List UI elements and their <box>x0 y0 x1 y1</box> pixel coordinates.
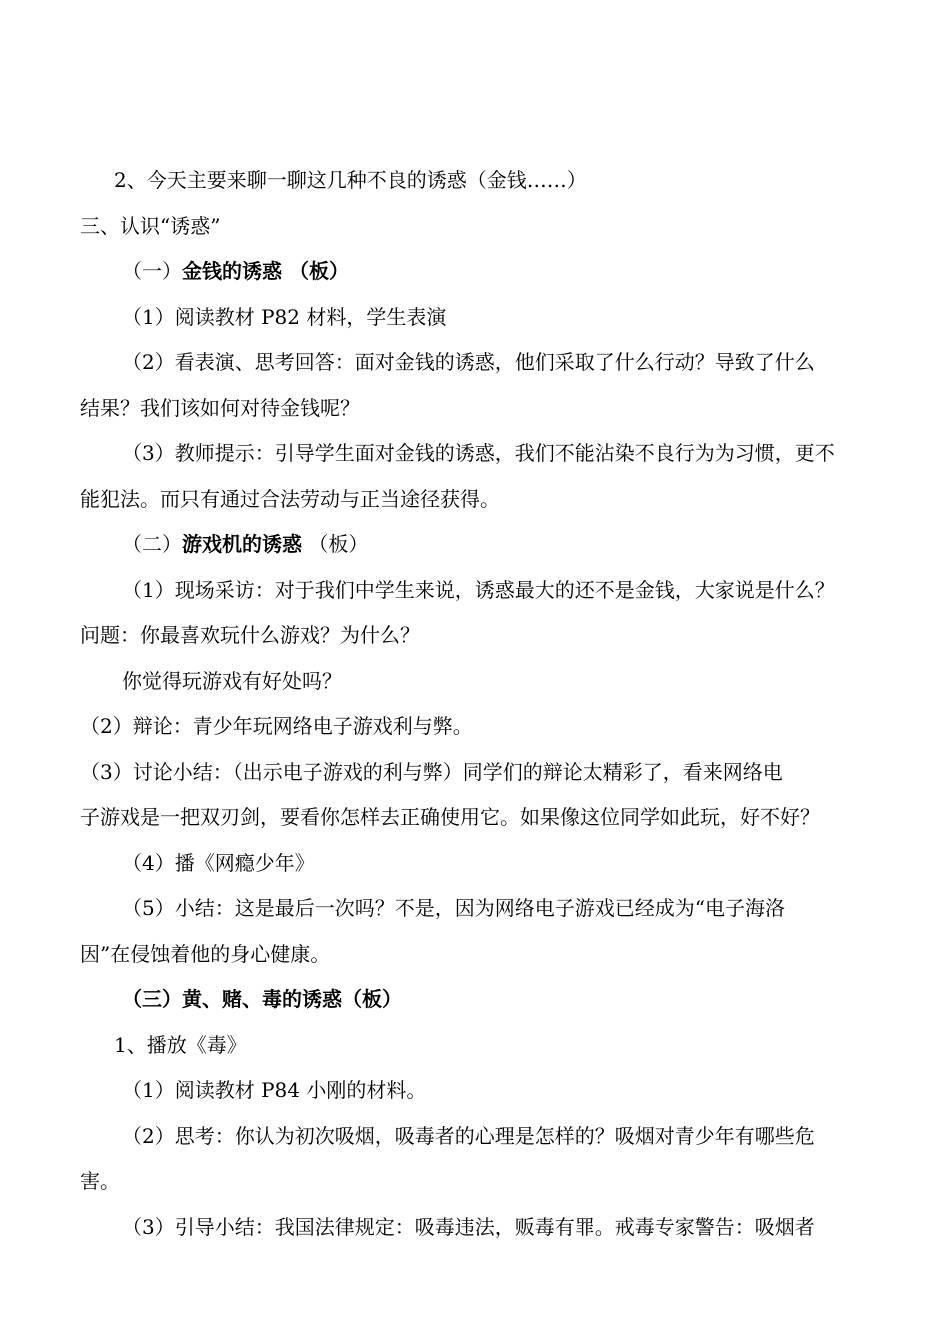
paragraph-line-l05 <box>80 340 875 386</box>
text-run: （2）辩论：青少年玩网络电子游戏利与弊。 <box>80 714 473 738</box>
paragraph-line-l06 <box>80 386 875 432</box>
text-run: 结果？我们该如何对待金钱呢？ <box>80 395 360 420</box>
text-run: 1、播放《毒》 <box>114 1032 247 1057</box>
text-run: 三、认识“诱惑” <box>80 213 221 238</box>
text-run: （1）阅读教材 P82 材料，学生表演 <box>122 304 447 329</box>
text-run: （3）讨论小结：（出示电子游戏的利与弊）同学们的辩论太精彩了，看来网络电 <box>80 759 783 784</box>
text-run: 能犯法。而只有通过合法劳动与正当途径获得。 <box>80 486 500 511</box>
paragraph-line-l02 <box>80 204 875 250</box>
text-run: （3）引导小结：我国法律规定：吸毒违法，贩毒有罪。戒毒专家警告：吸烟者 <box>122 1214 815 1239</box>
text-run: （5）小结：这是最后一次吗？不是，因为网络电子游戏已经成为“电子海洛 <box>122 896 785 920</box>
paragraph-line-l12 <box>80 659 875 705</box>
document-body <box>80 158 875 1250</box>
text-run: 金钱的诱惑 （板） <box>182 259 349 283</box>
paragraph-line-l19 <box>80 977 875 1023</box>
text-run: 害。 <box>80 1169 120 1193</box>
paragraph-line-l03 <box>80 249 875 295</box>
text-run: （2）看表演、思考回答：面对金钱的诱惑，他们采取了什么行动？导致了什么 <box>122 350 815 374</box>
paragraph-line-l08 <box>80 477 875 523</box>
paragraph-line-l14 <box>80 750 875 796</box>
paragraph-line-l04 <box>80 295 875 341</box>
paragraph-line-l16 <box>80 841 875 887</box>
text-run: （2）思考：你认为初次吸烟，吸毒者的心理是怎样的？吸烟对青少年有哪些危 <box>122 1123 815 1148</box>
paragraph-line-l10 <box>80 568 875 614</box>
text-run: （二） <box>122 532 182 556</box>
text-run: （1）现场采访：对于我们中学生来说，诱惑最大的还不是金钱，大家说是什么？ <box>122 577 835 602</box>
text-run: （3）教师提示：引导学生面对金钱的诱惑，我们不能沾染不良行为为习惯，更不 <box>122 441 835 465</box>
text-run: （板） <box>302 532 369 556</box>
text-run: 你觉得玩游戏有好处吗？ <box>122 668 342 693</box>
text-run: （一） <box>122 259 182 283</box>
paragraph-line-l21 <box>80 1068 875 1114</box>
text-run: 2、今天主要来聊一聊这几种不良的诱惑（金钱……） <box>114 168 587 192</box>
text-run: （4）播《网瘾少年》 <box>122 850 315 875</box>
text-run: 游戏机的诱惑 <box>182 532 302 556</box>
paragraph-line-l07 <box>80 431 875 477</box>
text-run: 问题：你最喜欢玩什么游戏？为什么？ <box>80 623 420 647</box>
paragraph-line-l15 <box>80 795 875 841</box>
text-run: （1）阅读教材 P84 小刚的材料。 <box>122 1078 427 1102</box>
paragraph-line-l11 <box>80 613 875 659</box>
paragraph-line-l22 <box>80 1114 875 1160</box>
paragraph-line-l18 <box>80 932 875 978</box>
paragraph-line-l13 <box>80 704 875 750</box>
text-run: 子游戏是一把双刃剑，要看你怎样去正确使用它。如果像这位同学如此玩，好不好？ <box>80 805 820 829</box>
paragraph-line-l09 <box>80 522 875 568</box>
text-run: （三）黄、赌、毒的诱惑（板） <box>122 987 402 1011</box>
text-run: 因”在侵蚀着他的身心健康。 <box>80 941 331 966</box>
paragraph-line-l01 <box>80 158 875 204</box>
paragraph-line-l23 <box>80 1159 875 1205</box>
paragraph-line-l20 <box>80 1023 875 1069</box>
paragraph-line-l17 <box>80 886 875 932</box>
paragraph-line-l24 <box>80 1205 875 1251</box>
